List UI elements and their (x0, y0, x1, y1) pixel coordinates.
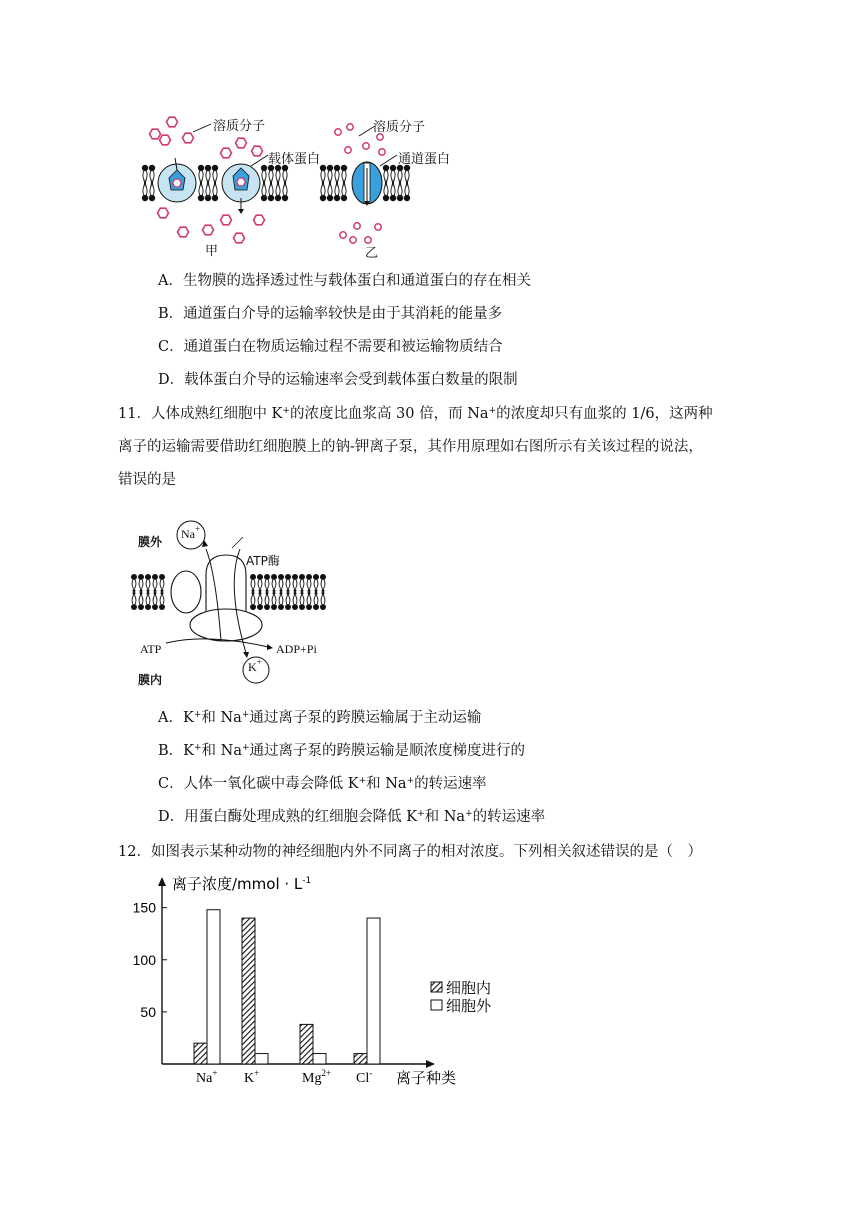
x-tick-label: Na+ (196, 1068, 218, 1086)
yi-caption: 乙 (365, 246, 379, 261)
y-tick-label: 150 (132, 899, 156, 916)
atp-label: ATP (140, 642, 162, 656)
jia-caption: 甲 (205, 244, 219, 259)
q10-option-d: D．载体蛋白介导的运输速率会受到载体蛋白数量的限制 (158, 372, 518, 388)
chart-legend (431, 979, 492, 1015)
ion-concentration-chart (120, 872, 492, 1092)
legend-label: 细胞内 (446, 979, 492, 997)
bar-inside (242, 918, 255, 1064)
atpase-label: ATP酶 (246, 554, 280, 568)
q11-option-d: D．用蛋白酶处理成熟的红细胞会降低 K+和 Na+的转运速率 (158, 809, 546, 825)
q11-option-c: C．人体一氧化碳中毒会降低 K+和 Na+的转运速率 (158, 776, 487, 792)
q10-option-b: B．通道蛋白介导的运输率较快是由于其消耗的能量多 (158, 306, 503, 322)
chart-labels (133, 875, 456, 1087)
bar-outside (367, 918, 380, 1064)
legend-label: 细胞外 (446, 997, 492, 1015)
inside-label: 膜内 (138, 673, 163, 687)
jia-solute-label: 溶质分子 (213, 119, 266, 134)
adp-label: ADP+Pi (276, 642, 317, 656)
yi-solute-label: 溶质分子 (373, 120, 426, 135)
q10-option-c: C．通道蛋白在物质运输过程不需要和被运输物质结合 (158, 339, 503, 355)
bar-inside (194, 1043, 207, 1064)
channel-protein (352, 162, 382, 206)
q11-option-b: B．K+和 Na+通过离子泵的跨膜运输是顺浓度梯度进行的 (158, 743, 526, 759)
y-axis-label: 离子浓度/mmol · $L^{-1}$ (172, 875, 312, 893)
x-tick-label: $Mg^{2+}$ (302, 1068, 332, 1086)
q11-option-a: A．K+和 Na+通过离子泵的跨膜运输属于主动运输 (158, 710, 482, 726)
legend-swatch (431, 982, 442, 992)
yi-channel-label: 通道蛋白 (398, 152, 451, 167)
chart-axes (158, 877, 435, 1068)
bar-outside (313, 1054, 326, 1064)
q10-option-a: A．生物膜的选择透过性与载体蛋白和通道蛋白的存在相关 (158, 273, 531, 289)
y-tick-label: 100 (132, 951, 156, 968)
outside-label: 膜外 (138, 535, 163, 549)
chart-bars (194, 910, 380, 1064)
jia-carrier-label: 载体蛋白 (268, 152, 321, 167)
q12-stem: 12．如图表示某种动物的神经细胞内外不同离子的相对浓度。下列相关叙述错误的是（ ） (118, 844, 702, 860)
x-tick-label: Cl- (356, 1068, 373, 1086)
bar-outside (207, 910, 220, 1064)
k-ion-label: K+ (248, 657, 262, 674)
y-tick-label: 50 (140, 1003, 156, 1020)
x-tick-label: K+ (244, 1068, 260, 1086)
bar-inside (354, 1054, 367, 1064)
legend-swatch (431, 1000, 442, 1010)
bar-inside (300, 1024, 313, 1064)
x-axis-label: 离子种类 (396, 1069, 457, 1087)
bar-outside (255, 1054, 268, 1064)
q11-stem: 11．人体成熟红细胞中 K+的浓度比血浆高 30 倍，而 Na+的浓度却只有血浆的 1/6，这两种 离子的运输需要借助红细胞膜上的钠-钾离子泵，其作用原理如右图所示有关该过程的说法， 错误的是 (118, 406, 713, 488)
na-ion-label: Na+ (181, 524, 201, 541)
